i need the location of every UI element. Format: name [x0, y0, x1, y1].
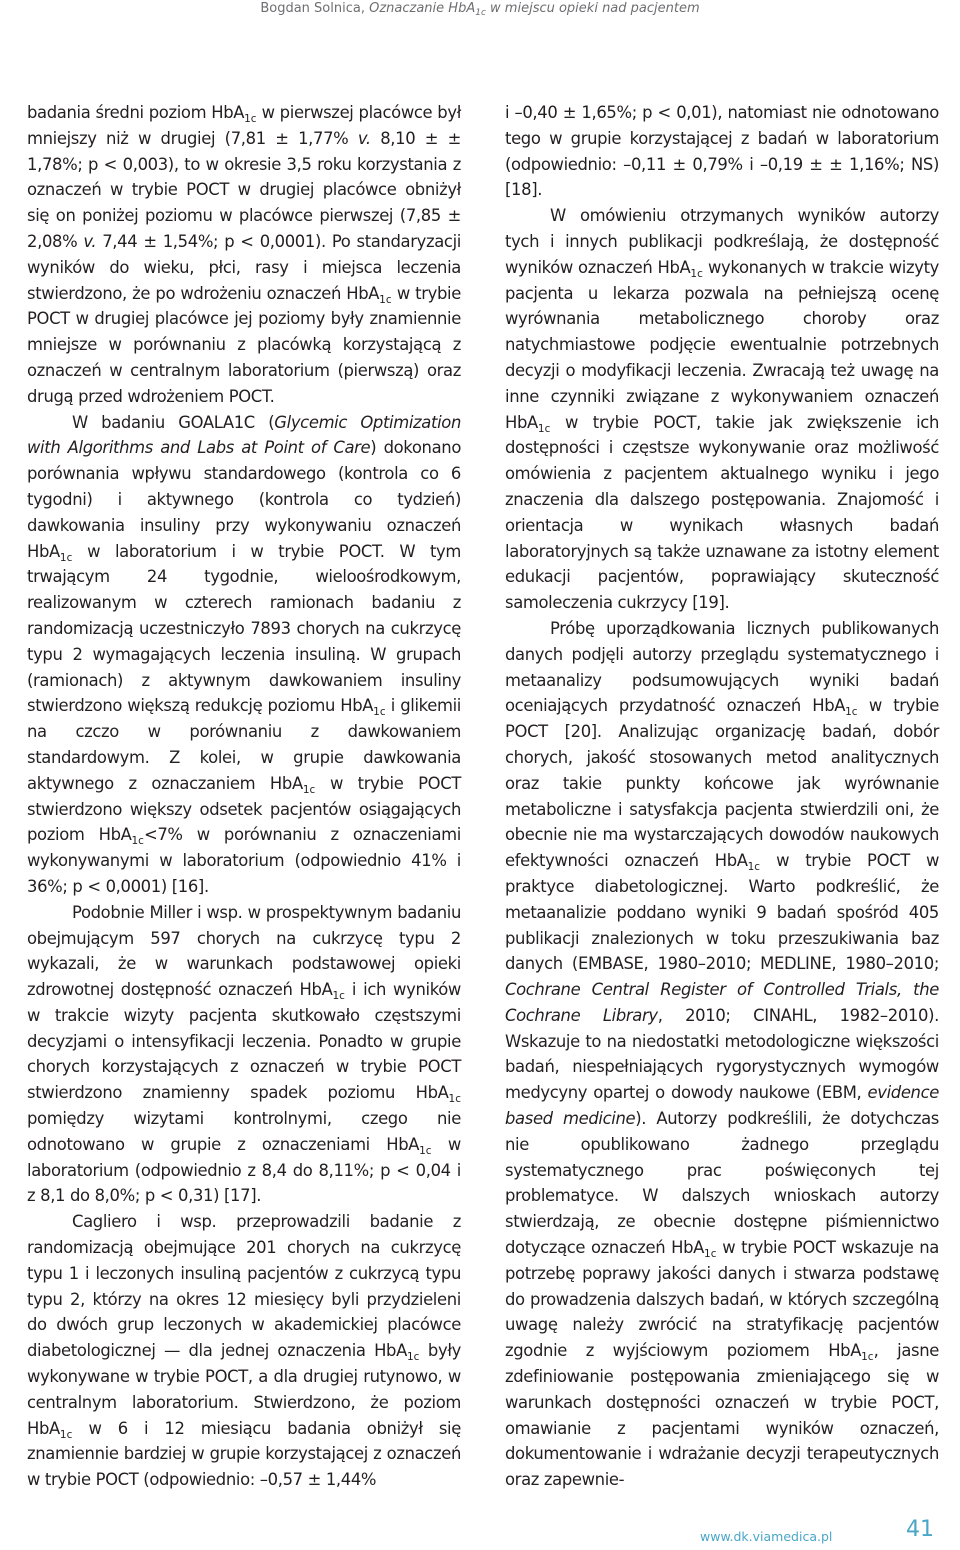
- text-run: w 6 i 12 miesiącu badania obniżył się znamiennie bardziej w grupie korzystającej z oznaczeń w trybie POCT (odpowiednio: –0,57 ± 1,44%: [27, 1418, 461, 1490]
- header-title: Oznaczanie HbA: [369, 1, 476, 16]
- text-run: 8,10 ± ± 1,78%; p < 0,003), to w okresie 3,5 roku korzystania z oznaczeń w trybie POCT w drugiej placówce obniżył się on poniżej poziomu w placówce pierwszej (7,85 ± 2,08%: [27, 128, 461, 251]
- subscript: 1c: [845, 706, 858, 719]
- text-run: ). Autorzy podkreślili, że dotychczas nie opublikowano żadnego przeglądu systematycznego prac poświęconych tej problematyce. W dalszych wnioskach autorzy stwierdzają, ze obecnie dostępne piśmiennictwo dotyczące oznaczeń HbA: [505, 1109, 939, 1258]
- paragraph: [27, 100, 461, 410]
- paragraph: [505, 100, 939, 203]
- header-title-subscript: 1c: [475, 8, 486, 18]
- text-run: badania średni poziom HbA: [27, 103, 245, 122]
- text-run: Próbę uporządkowania licznych publikowanych danych podjęli autorzy przeglądu systematycznego i metaanalizy podsumowujących wyniki badań oceniających przydatność oznaczeń HbA: [505, 618, 939, 716]
- text-run: i glikemii na czczo w porównaniu z dawkowaniem standardowym. Z kolei, w grupie dawkowania aktywnego z oznaczaniem HbA: [27, 696, 461, 793]
- paragraph: [27, 900, 461, 1210]
- text-column-right: [505, 100, 939, 1493]
- text-run: <7% w porównaniu z oznaczeniami wykonywanymi w laboratorium (odpowiednio 41% i 36%; p < 0,0001) [16].: [27, 825, 461, 896]
- subscript: 1c: [59, 1428, 73, 1441]
- text-run: , 2010; CINAHL, 1982–2010). Wskazuje to na niedostatki metodologiczne większości badań, niespełniających rygorystycznych wymogów medycyny opartej o dowody naukowe (EBM,: [505, 1005, 939, 1103]
- text-run: w laboratorium i w trybie POCT. W tym trwającym 24 tygodnie, wieloośrodkowym, realizowanym w czterech ramionach badaniu z randomizacją uczestniczyło 7893 chorych na cukrzycę typu 2 wymagających leczenia insuliną. W grupach (ramionach) z aktywnym dawkowaniem insuliny stwierdzono większą redukcję poziomu HbA: [27, 541, 461, 716]
- text-run: , jasne zdefiniowanie postępowania zmieniającego się w warunkach dostępności oznaczeń w trybie POCT, omawianie z pacjentami wyników oznaczeń, dokumentowanie i wdrażanie decyzji terapeutycznych oraz zapewnie-: [505, 1341, 939, 1490]
- subscript: 1c: [861, 1351, 874, 1364]
- paragraph: [505, 616, 939, 1493]
- text-run: w laboratorium (odpowiednio z 8,4 do 8,11%; p < 0,04 i z 8,1 do 8,0%; p < 0,31) [17].: [27, 1134, 461, 1206]
- paragraph: [27, 410, 461, 900]
- paragraph: [505, 203, 939, 616]
- subscript: 1c: [373, 706, 386, 719]
- text-column-left: [27, 100, 461, 1493]
- subscript: 1c: [131, 835, 144, 848]
- text-run: wykonanych w trakcie wizyty pacjenta u lekarza pozwala na pełniejszą ocenę wyrównania metabolicznego choroby oraz natychmiastowe podjęcie ewentualnie potrzebnych decyzji o modyfikacji leczenia. Zwracają też uwagę na inne czynniki związane z wykonywaniem oznaczeń HbA: [505, 257, 940, 432]
- subscript: 1c: [379, 293, 392, 306]
- text-run: i ich wyników w trakcie wizyty pacjenta skutkowało częstszymi decyzjami o intensyfikacji leczenia. Ponadto w grupie chorych korzystających z oznaczeń w trybie POCT stwierdzono znamienny spadek poziomu HbA: [27, 980, 461, 1103]
- text-run: W omówieniu otrzymanych wyników autorzy tych i innych publikacji podkreślają, że dostępność wyników oznaczeń HbA: [505, 206, 939, 277]
- text-run: w trybie POCT, takie jak zwiększenie ich dostępności i częstsze wykonywanie oraz możliwość omówienia z pacjentem aktualnego wyniku i jego znaczenia dla dalszego postępowania. Znajomość i orientacja w wynikach własnych badań laboratoryjnych są także uznawane za istotny element edukacji pacjentów, poprawiający skuteczność samoleczenia cukrzycy [19].: [505, 412, 939, 613]
- subscript: 1c: [59, 551, 73, 564]
- text-run: w pierwszej placówce był mniejszy niż w drugiej (7,81 ± 1,77%: [27, 103, 461, 148]
- text-run: w trybie POCT [20]. Analizując organizację badań, dobór chorych, jakość stosowanych metod analitycznych oraz takie punkty końcowe jak wyrównanie metaboliczne i satysfakcja pacjenta stwierdzili oni, że obecnie nie ma wystarczających dowodów naukowych efektywności oznaczeń HbA: [505, 696, 939, 871]
- header-author: Bogdan Solnica,: [260, 1, 370, 16]
- subscript: 1c: [747, 861, 761, 874]
- paragraph: [27, 1209, 461, 1493]
- text-run: 7,44 ± 1,54%; p < 0,0001). Po standaryzacji wyników do wieku, płci, rasy i miejsca leczenia stwierdzono, że po wdrożeniu oznaczeń HbA: [27, 231, 462, 303]
- text-run: Podobnie Miller i wsp. w prospektywnym badaniu obejmującym 597 chorych na cukrzycę typu 2 wykazali, że w warunkach podstawowej opieki zdrowotnej dostępność oznaczeń HbA: [27, 902, 461, 1000]
- header-title-rest: w miejscu opieki nad pacjentem: [485, 1, 700, 16]
- subscript: 1c: [406, 1351, 420, 1364]
- running-header: [0, 0, 960, 24]
- subscript: 1c: [332, 990, 345, 1003]
- italic-text: v.: [83, 231, 97, 251]
- page-number: 41: [906, 1517, 934, 1542]
- subscript: 1c: [244, 113, 257, 125]
- subscript: 1c: [302, 783, 316, 796]
- text-run: były wykonywane w trybie POCT, a dla drugiej rutynowo, w centralnym laboratorium. Stwierdzono, że poziom HbA: [27, 1341, 461, 1438]
- text-run: w trybie POCT w praktyce diabetologicznej. Warto podkreślić, że metaanalizie poddano wyniki 9 badań spośród 405 publikacji znalezionych w toku przeszukiwania baz danych (EMBASE, 1980–2010; MEDLINE, 1980–2010;: [505, 851, 939, 974]
- text-run: w trybie POCT stwierdzono większy odsetek pacjentów osiągających poziom HbA: [27, 773, 461, 845]
- text-run: Cagliero i wsp. przeprowadzili badanie z randomizacją obejmujące 201 chorych na cukrzycę typu 1 i leczonych insuliną pacjentów z cukrzycą typu typu 2, którzy na okres 12 miesięcy byli przydzieleni do dwóch grup leczonych w akademickiej placówce diabetologicznej — dla jednej oznaczenia HbA: [27, 1212, 461, 1361]
- italic-text: v.: [357, 128, 371, 148]
- text-run: pomiędzy wizytami kontrolnymi, czego nie odnotowano w grupie z oznaczeniami HbA: [27, 1109, 461, 1154]
- italic-text: evidence based medicine: [505, 1083, 939, 1129]
- subscript: 1c: [419, 1144, 432, 1157]
- text-run: W badaniu GOALA1C (: [72, 412, 275, 432]
- text-run: i –0,40 ± 1,65%; p < 0,01), natomiast nie odnotowano tego w grupie korzystającej z badań w laboratorium (odpowiednio: –0,11 ± 0,79% i –0,19 ± ± 1,16%; NS) [18].: [505, 103, 939, 200]
- subscript: 1c: [704, 1248, 717, 1261]
- footer-url[interactable]: www.dk.viamedica.pl: [700, 1529, 833, 1544]
- subscript: 1c: [448, 1093, 461, 1106]
- text-run: w trybie POCT wskazuje na potrzebę poprawy jakości danych i stwarza podstawę do prowadzenia dalszych badań, w których szczególną uwagę należy zwrócić na stratyfikację pacjentów zgodnie z wyjściowym poziomem HbA: [505, 1238, 939, 1361]
- italic-text: Cochrane Central Register of Controlled Trials, the Cochrane Library: [505, 980, 939, 1025]
- subscript: 1c: [537, 422, 551, 435]
- text-run: w trybie POCT w drugiej placówce jej poziomy były znamiennie mniejsze w porównaniu z placówką korzystającą z oznaczeń w centralnym laboratorium (pierwszą) oraz drugą przed wdrożeniem POCT.: [27, 283, 461, 406]
- text-run: ) dokonano porównania wpływu standardowego (kontrola co 6 tygodni) i aktywnego (kontrola co tydzień) dawkowania insuliny przy wykonywaniu oznaczeń HbA: [27, 438, 461, 561]
- italic-text: Glycemic Optimization with Algorithms and Labs at Point of Care: [27, 412, 462, 458]
- subscript: 1c: [690, 267, 703, 280]
